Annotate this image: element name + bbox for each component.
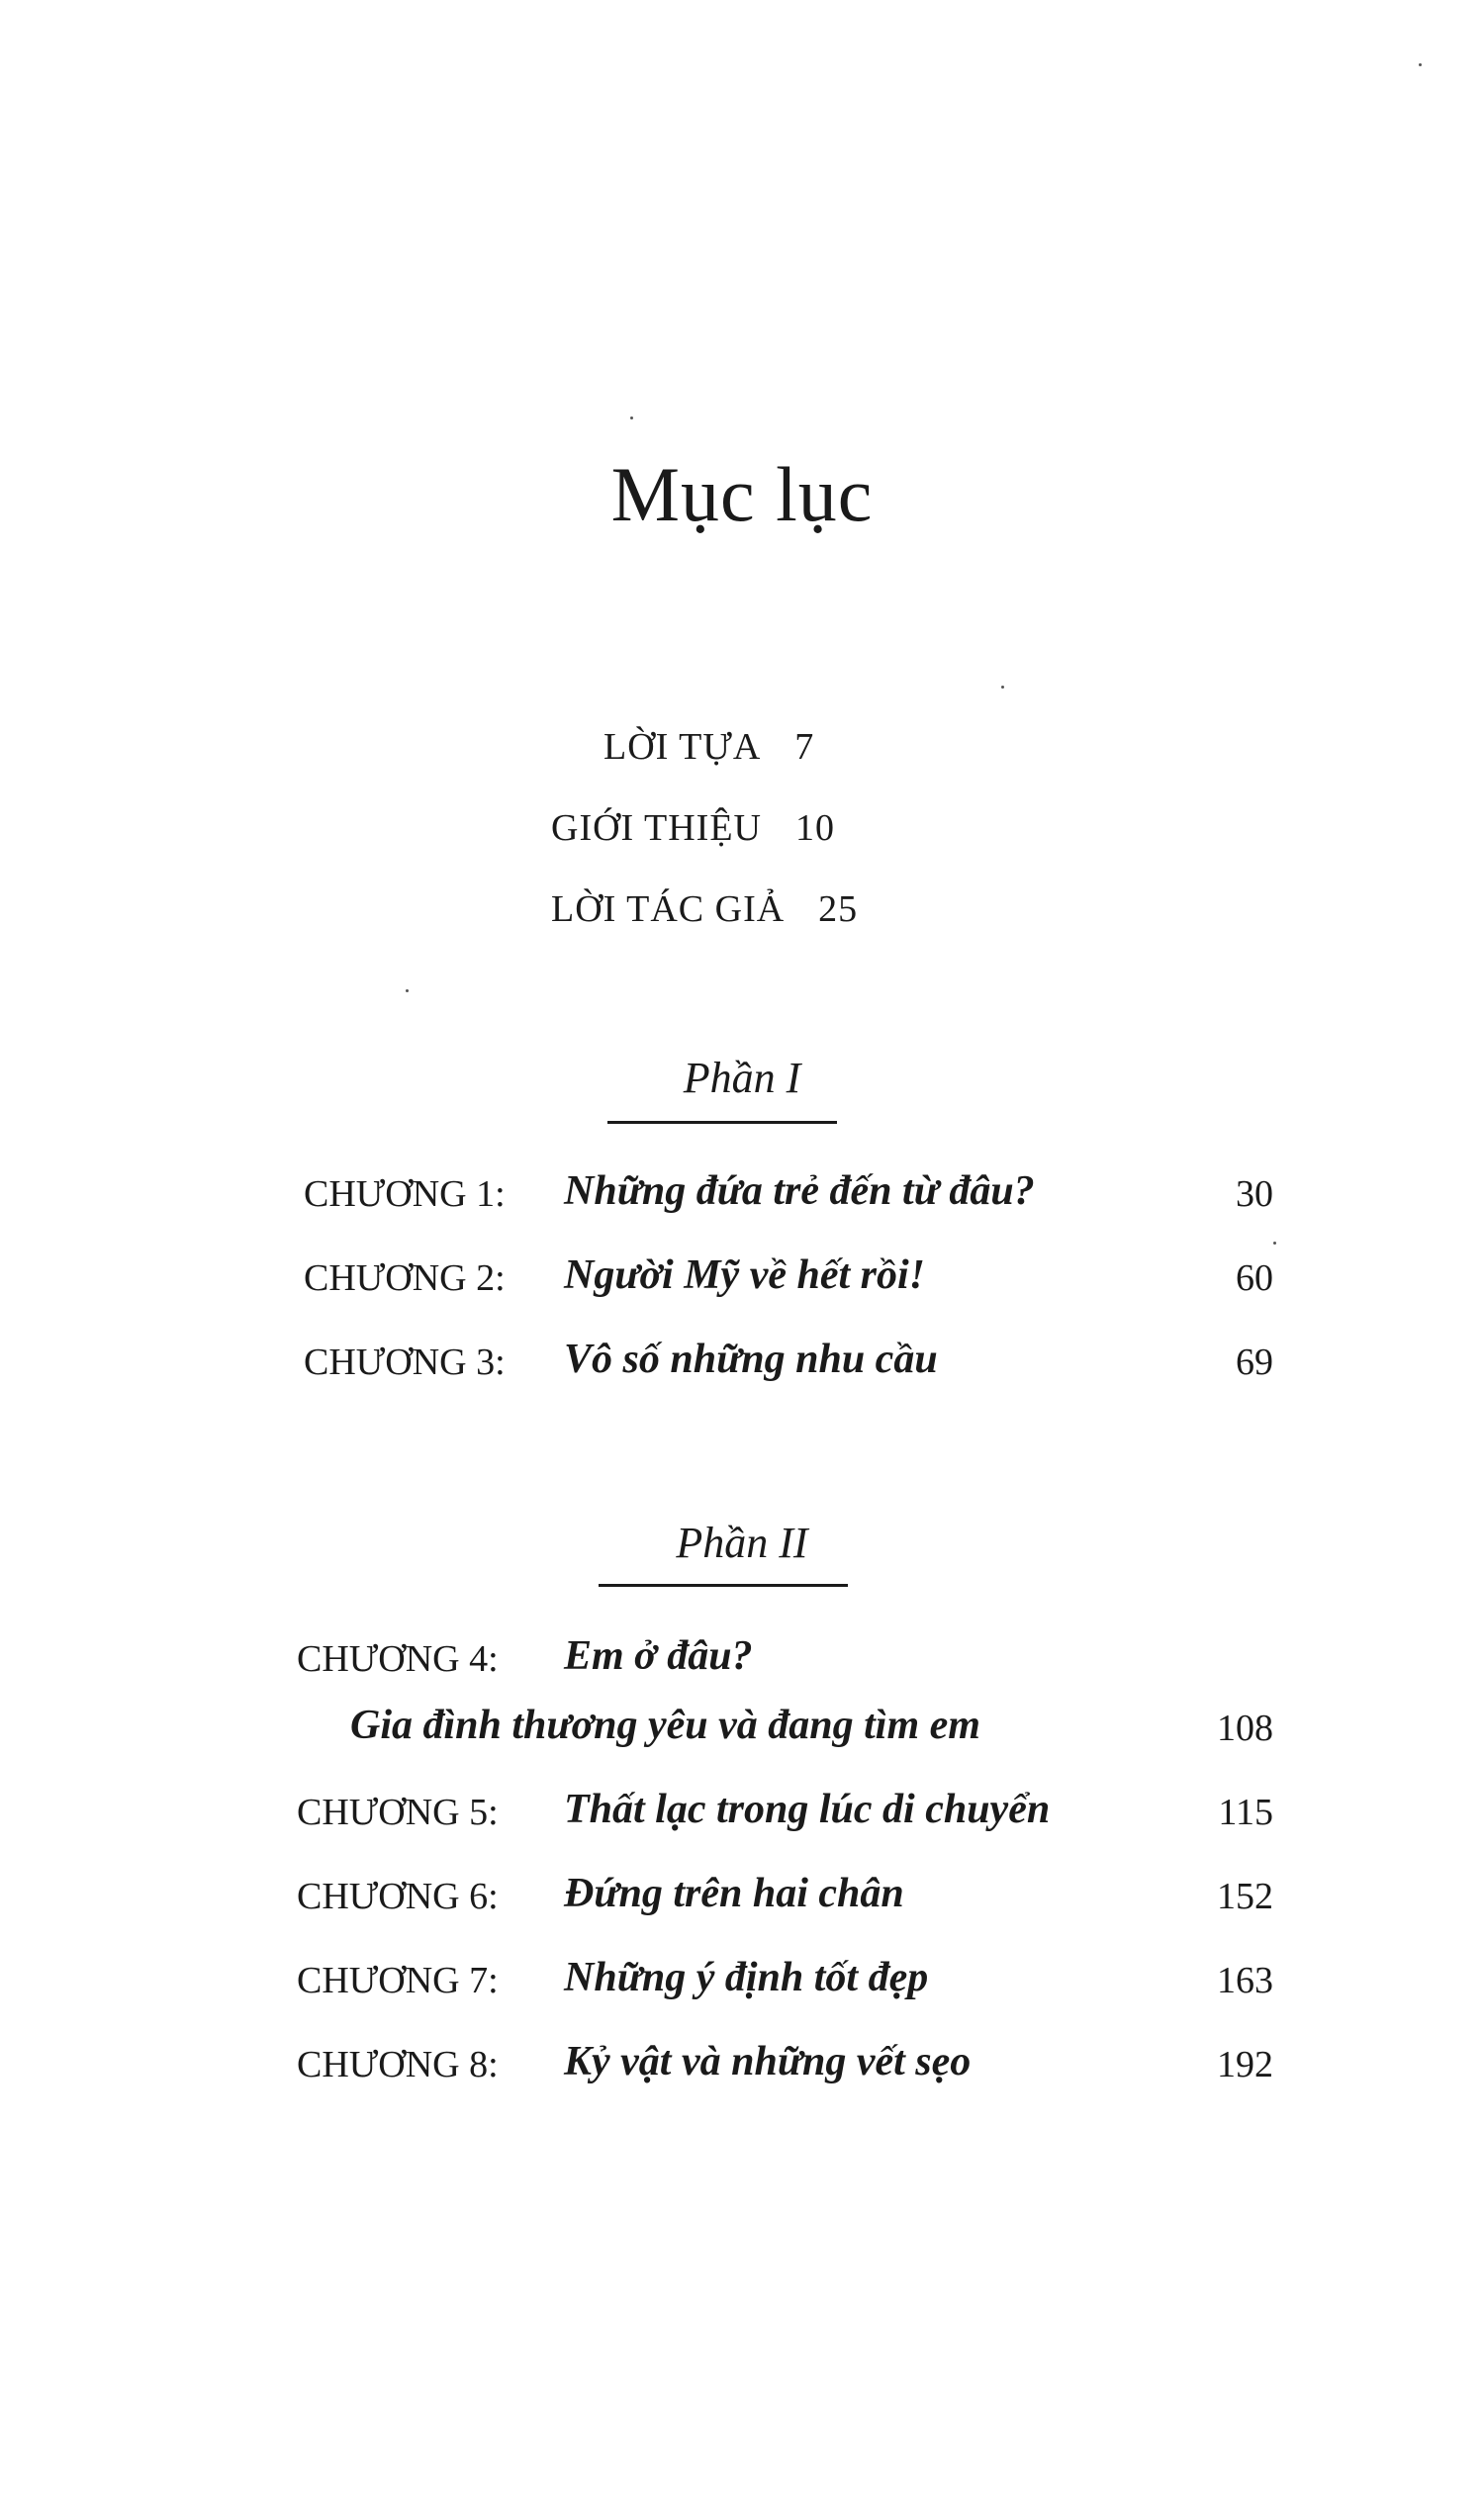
part-divider	[599, 1584, 848, 1587]
chapter-title: Vô số những nhu cầu	[564, 1337, 938, 1382]
chapter-label: CHƯƠNG 7:	[297, 1960, 499, 2001]
front-matter-item	[551, 806, 835, 850]
chapter-label: CHƯƠNG 5:	[297, 1792, 499, 1833]
chapter-page: 108	[1217, 1708, 1273, 1749]
part-divider	[607, 1121, 837, 1124]
chapter-title: Những đứa trẻ đến từ đâu?	[564, 1168, 1035, 1214]
chapter-page: 60	[1236, 1257, 1273, 1299]
chapter-label: CHƯƠNG 4:	[297, 1638, 499, 1680]
scan-speck	[630, 416, 633, 419]
chapter-title: Người Mỹ về hết rồi!	[564, 1252, 925, 1298]
front-matter-page: 7	[794, 726, 815, 768]
front-matter-page: 10	[794, 807, 835, 849]
chapter-title: Những ý định tốt đẹp	[564, 1955, 929, 2000]
chapter-label: CHƯƠNG 3:	[304, 1342, 506, 1383]
scan-speck	[1001, 686, 1004, 689]
chapter-label: CHƯƠNG 2:	[304, 1257, 506, 1299]
scan-speck	[1273, 1242, 1276, 1245]
front-matter-label: LỜI TỰA	[603, 726, 762, 768]
front-matter-item	[603, 725, 814, 769]
chapter-title: Em ở đâu?	[564, 1633, 753, 1679]
front-matter-label: GIỚI THIỆU	[551, 807, 762, 849]
chapter-page: 69	[1236, 1342, 1273, 1383]
chapter-title: Thất lạc trong lúc di chuyển	[564, 1787, 1051, 1832]
front-matter-page: 25	[818, 888, 859, 930]
chapter-label: CHƯƠNG 8:	[297, 2044, 499, 2085]
chapter-label: CHƯƠNG 1:	[304, 1173, 506, 1215]
chapter-page: 192	[1217, 2044, 1273, 2085]
part-heading: Phần I	[683, 1054, 801, 1102]
chapter-page: 163	[1217, 1960, 1273, 2001]
chapter-title-continuation: Gia đình thương yêu và đang tìm em	[350, 1703, 980, 1748]
chapter-label: CHƯƠNG 6:	[297, 1876, 499, 1917]
toc-title: Mục lục	[610, 451, 874, 537]
chapter-page: 115	[1218, 1792, 1273, 1833]
front-matter-item	[551, 887, 858, 931]
chapter-title: Kỷ vật và những vết sẹo	[564, 2039, 972, 2084]
chapter-page: 152	[1217, 1876, 1273, 1917]
scan-speck	[406, 989, 409, 992]
chapter-page: 30	[1236, 1173, 1273, 1215]
scan-speck	[1419, 63, 1422, 66]
front-matter-label: LỜI TÁC GIẢ	[551, 888, 786, 930]
part-heading: Phần II	[676, 1519, 808, 1567]
chapter-title: Đứng trên hai chân	[564, 1871, 904, 1916]
